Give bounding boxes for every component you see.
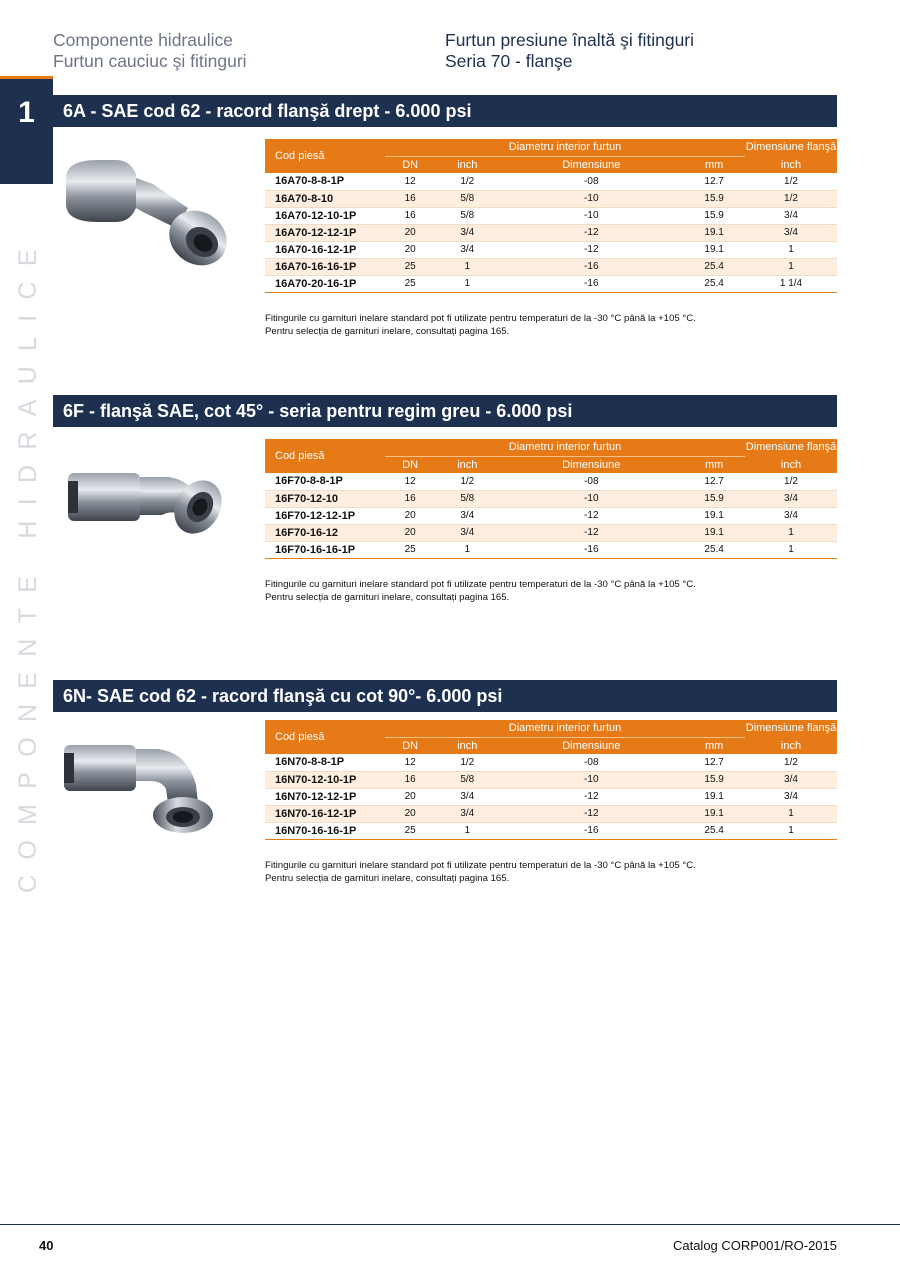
part-code: 16A70-16-12-1P — [265, 241, 385, 258]
col-header-diameter: Diametru interior furtun — [385, 439, 745, 456]
dn-cell: 12 — [385, 754, 435, 771]
table-row — [265, 258, 837, 275]
flange-cell: 1/2 — [745, 473, 837, 490]
inch-cell: 3/4 — [435, 524, 499, 541]
part-code: 16A70-16-16-1P — [265, 258, 385, 275]
mm-cell: 19.1 — [683, 224, 745, 241]
part-code: 16F70-8-8-1P — [265, 473, 385, 490]
dn-cell: 12 — [385, 473, 435, 490]
dimension-cell: -10 — [499, 207, 683, 224]
dn-cell: 25 — [385, 275, 435, 292]
part-code: 16A70-20-16-1P — [265, 275, 385, 292]
table-row — [265, 524, 837, 541]
dn-cell: 16 — [385, 190, 435, 207]
col-header-flange: Dimensiune flanşă — [745, 439, 837, 456]
inch-cell: 3/4 — [435, 788, 499, 805]
mm-cell: 12.7 — [683, 173, 745, 190]
col-header-code: Cod piesă — [265, 720, 385, 754]
dimension-cell: -10 — [499, 490, 683, 507]
dimension-cell: -08 — [499, 173, 683, 190]
note-6f — [265, 578, 696, 604]
dimension-cell: -12 — [499, 805, 683, 822]
spec-table-6a — [265, 139, 837, 293]
section-title-6a: 6A - SAE cod 62 - racord flanşă drept - 6.000 psi — [53, 95, 837, 127]
flange-cell: 3/4 — [745, 507, 837, 524]
catalog-reference: Catalog CORP001/RO-2015 — [672, 1238, 837, 1253]
chapter-tab — [0, 76, 53, 184]
col-header-flange: Dimensiune flanşă — [745, 139, 837, 156]
col-header-flange-inch: inch — [745, 737, 837, 754]
dimension-cell: -12 — [499, 224, 683, 241]
flange-cell: 3/4 — [745, 207, 837, 224]
flange-cell: 3/4 — [745, 490, 837, 507]
dn-cell: 25 — [385, 822, 435, 839]
mm-cell: 12.7 — [683, 754, 745, 771]
part-code: 16A70-12-12-1P — [265, 224, 385, 241]
dimension-cell: -16 — [499, 275, 683, 292]
dn-cell: 16 — [385, 207, 435, 224]
flange-cell: 1 — [745, 822, 837, 839]
flange-cell: 1 — [745, 541, 837, 558]
seal-reference-note: Pentru selecția de garnituri inelare, consultați pagina 165. — [265, 592, 510, 603]
dn-cell: 20 — [385, 805, 435, 822]
part-code: 16N70-16-12-1P — [265, 805, 385, 822]
mm-cell: 19.1 — [683, 241, 745, 258]
mm-cell: 15.9 — [683, 190, 745, 207]
col-header-inch: inch — [435, 456, 499, 473]
dn-cell: 16 — [385, 490, 435, 507]
header-subcategory: Furtun cauciuc şi fitinguri — [53, 51, 247, 71]
table-row — [265, 473, 837, 490]
col-header-flange-inch: inch — [745, 156, 837, 173]
mm-cell: 25.4 — [683, 275, 745, 292]
dimension-cell: -16 — [499, 822, 683, 839]
part-code: 16A70-8-8-1P — [265, 173, 385, 190]
mm-cell: 19.1 — [683, 507, 745, 524]
part-code: 16A70-8-10 — [265, 190, 385, 207]
dn-cell: 20 — [385, 241, 435, 258]
table-row — [265, 805, 837, 822]
part-code: 16N70-12-10-1P — [265, 771, 385, 788]
dn-cell: 25 — [385, 541, 435, 558]
part-code: 16F70-12-12-1P — [265, 507, 385, 524]
flange-cell: 1 — [745, 805, 837, 822]
flange-cell: 1/2 — [745, 190, 837, 207]
flange-cell: 3/4 — [745, 224, 837, 241]
col-header-dimension: Dimensiune — [499, 156, 683, 173]
header-category: Componente hidraulice — [53, 30, 233, 50]
flange-cell: 1 — [745, 241, 837, 258]
inch-cell: 5/8 — [435, 207, 499, 224]
inch-cell: 1/2 — [435, 473, 499, 490]
seal-reference-note: Pentru selecția de garnituri inelare, consultați pagina 165. — [265, 873, 510, 884]
dimension-cell: -16 — [499, 258, 683, 275]
mm-cell: 12.7 — [683, 473, 745, 490]
inch-cell: 1 — [435, 822, 499, 839]
col-header-mm: mm — [683, 156, 745, 173]
table-row — [265, 241, 837, 258]
dn-cell: 16 — [385, 771, 435, 788]
45-degree-flange-fitting-image — [58, 455, 233, 540]
note-6n — [265, 859, 696, 885]
flange-cell: 1/2 — [745, 754, 837, 771]
inch-cell: 3/4 — [435, 805, 499, 822]
col-header-dimension: Dimensiune — [499, 456, 683, 473]
col-header-flange: Dimensiune flanşă — [745, 720, 837, 737]
dn-cell: 20 — [385, 224, 435, 241]
section-title-6n: 6N- SAE cod 62 - racord flanşă cu cot 90°- 6.000 psi — [53, 680, 837, 712]
table-row — [265, 207, 837, 224]
flange-cell: 3/4 — [745, 771, 837, 788]
flange-cell: 1/2 — [745, 173, 837, 190]
chapter-number: 1 — [18, 96, 35, 129]
table-row — [265, 190, 837, 207]
page-number: 40 — [39, 1238, 54, 1253]
col-header-dn: DN — [385, 456, 435, 473]
flange-cell: 1 — [745, 524, 837, 541]
dimension-cell: -12 — [499, 788, 683, 805]
table-row — [265, 771, 837, 788]
table-row — [265, 507, 837, 524]
part-code: 16N70-12-12-1P — [265, 788, 385, 805]
col-header-diameter: Diametru interior furtun — [385, 720, 745, 737]
dimension-cell: -12 — [499, 507, 683, 524]
mm-cell: 15.9 — [683, 490, 745, 507]
inch-cell: 1 — [435, 541, 499, 558]
col-header-inch: inch — [435, 737, 499, 754]
col-header-dn: DN — [385, 156, 435, 173]
mm-cell: 25.4 — [683, 541, 745, 558]
header-left — [53, 30, 247, 72]
col-header-mm: mm — [683, 737, 745, 754]
mm-cell: 25.4 — [683, 822, 745, 839]
col-header-code: Cod piesă — [265, 439, 385, 473]
part-code: 16F70-16-12 — [265, 524, 385, 541]
table-row — [265, 541, 837, 558]
spec-table-6n — [265, 720, 837, 840]
dn-cell: 20 — [385, 507, 435, 524]
table-row — [265, 224, 837, 241]
inch-cell: 3/4 — [435, 507, 499, 524]
inch-cell: 1/2 — [435, 173, 499, 190]
inch-cell: 5/8 — [435, 771, 499, 788]
temperature-note: Fitingurile cu garnituri inelare standard pot fi utilizate pentru temperaturi de la -30 °C până la +105 °C. — [265, 313, 696, 324]
inch-cell: 5/8 — [435, 490, 499, 507]
dimension-cell: -12 — [499, 524, 683, 541]
dimension-cell: -08 — [499, 754, 683, 771]
table-row — [265, 275, 837, 292]
chapter-vertical-title: COMPONENTE HIDRAULICE — [14, 234, 42, 893]
col-header-mm: mm — [683, 456, 745, 473]
part-code: 16F70-16-16-1P — [265, 541, 385, 558]
col-header-dn: DN — [385, 737, 435, 754]
dn-cell: 20 — [385, 524, 435, 541]
header-series: Seria 70 - flanşe — [445, 51, 573, 71]
mm-cell: 25.4 — [683, 258, 745, 275]
mm-cell: 19.1 — [683, 524, 745, 541]
flange-cell: 3/4 — [745, 788, 837, 805]
header-product-line: Furtun presiune înaltă şi fitinguri — [445, 30, 695, 50]
dimension-cell: -16 — [499, 541, 683, 558]
col-header-dimension: Dimensiune — [499, 737, 683, 754]
table-row — [265, 822, 837, 839]
flange-cell: 1 — [745, 258, 837, 275]
col-header-flange-inch: inch — [745, 456, 837, 473]
table-row — [265, 490, 837, 507]
inch-cell: 5/8 — [435, 190, 499, 207]
col-header-diameter: Diametru interior furtun — [385, 139, 745, 156]
flange-cell: 1 1/4 — [745, 275, 837, 292]
dimension-cell: -10 — [499, 771, 683, 788]
part-code: 16F70-12-10 — [265, 490, 385, 507]
inch-cell: 1/2 — [435, 754, 499, 771]
table-row — [265, 788, 837, 805]
dimension-cell: -08 — [499, 473, 683, 490]
dn-cell: 25 — [385, 258, 435, 275]
90-degree-flange-fitting-image — [58, 735, 233, 845]
mm-cell: 19.1 — [683, 788, 745, 805]
footer-divider — [0, 1224, 900, 1225]
dimension-cell: -10 — [499, 190, 683, 207]
part-code: 16A70-12-10-1P — [265, 207, 385, 224]
inch-cell: 3/4 — [435, 241, 499, 258]
inch-cell: 3/4 — [435, 224, 499, 241]
table-row — [265, 173, 837, 190]
col-header-inch: inch — [435, 156, 499, 173]
header-right — [445, 30, 694, 72]
col-header-code: Cod piesă — [265, 139, 385, 173]
dn-cell: 12 — [385, 173, 435, 190]
table-row — [265, 754, 837, 771]
mm-cell: 19.1 — [683, 805, 745, 822]
part-code: 16N70-8-8-1P — [265, 754, 385, 771]
inch-cell: 1 — [435, 275, 499, 292]
temperature-note: Fitingurile cu garnituri inelare standard pot fi utilizate pentru temperaturi de la -30 °C până la +105 °C. — [265, 860, 696, 871]
part-code: 16N70-16-16-1P — [265, 822, 385, 839]
dimension-cell: -12 — [499, 241, 683, 258]
dn-cell: 20 — [385, 788, 435, 805]
note-6a — [265, 312, 696, 338]
section-title-6f: 6F - flanşă SAE, cot 45° - seria pentru regim greu - 6.000 psi — [53, 395, 837, 427]
mm-cell: 15.9 — [683, 771, 745, 788]
inch-cell: 1 — [435, 258, 499, 275]
temperature-note: Fitingurile cu garnituri inelare standard pot fi utilizate pentru temperaturi de la -30 °C până la +105 °C. — [265, 579, 696, 590]
straight-flange-fitting-image — [58, 150, 233, 270]
seal-reference-note: Pentru selecția de garnituri inelare, consultați pagina 165. — [265, 326, 510, 337]
spec-table-6f — [265, 439, 837, 559]
mm-cell: 15.9 — [683, 207, 745, 224]
